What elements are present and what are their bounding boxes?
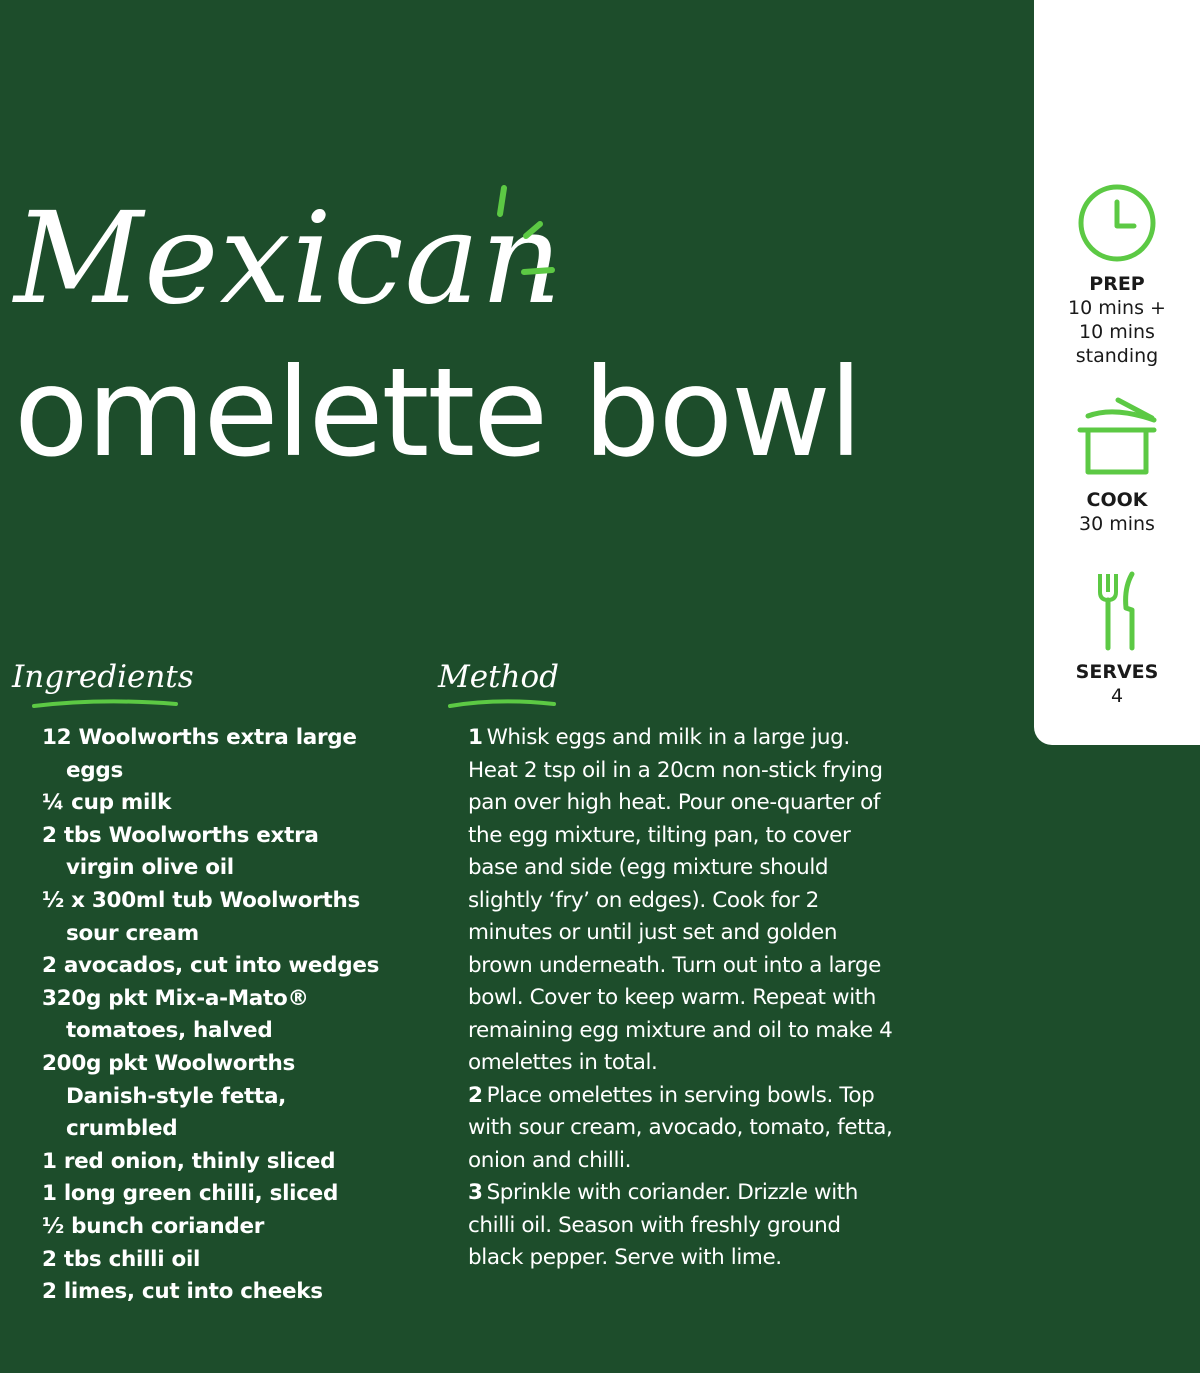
ingredient-item: ½ x 300ml tub Woolworths sour cream	[42, 887, 360, 946]
ingredient-item: 200g pkt Woolworths Danish-style fetta, crumbled	[42, 1050, 295, 1142]
ingredients-heading-text: Ingredients	[12, 659, 194, 695]
underline-swoosh	[12, 696, 182, 710]
prep-value: 10 mins + 10 mins standing	[1068, 297, 1166, 367]
serves-label: SERVES	[1075, 661, 1159, 683]
ingredient-item: 2 tbs Woolworths extra virgin olive oil	[42, 822, 319, 881]
method-step	[468, 1080, 898, 1178]
step-number: 1	[468, 725, 483, 750]
method-heading	[438, 659, 560, 695]
method-steps	[468, 722, 898, 1275]
prep-time	[1034, 272, 1200, 368]
step-text: Place omelettes in serving bowls. Top with sour cream, avocado, tomato, fetta, onion and chilli.	[468, 1082, 893, 1173]
method-step	[468, 722, 898, 1080]
method-heading-text: Method	[438, 659, 560, 695]
title-line-1: Mexican	[14, 185, 563, 332]
cook-value: 30 mins	[1079, 513, 1155, 535]
ingredient-item: ¼ cup milk	[42, 790, 172, 816]
ingredient-item: 2 avocados, cut into wedges	[42, 953, 380, 979]
cook-label: COOK	[1086, 489, 1148, 511]
cook-time	[1034, 488, 1200, 536]
sparkle-decoration	[480, 180, 560, 290]
serves-value: 4	[1110, 685, 1124, 707]
recipe-info-card	[1034, 0, 1200, 745]
clock-icon	[1034, 182, 1200, 264]
ingredient-item: 12 Woolworths extra large eggs	[42, 725, 357, 783]
ingredients-heading	[12, 659, 194, 695]
step-number: 2	[468, 1082, 483, 1108]
underline-swoosh	[438, 696, 568, 710]
pot-icon	[1034, 396, 1200, 478]
ingredient-item: 2 limes, cut into cheeks	[42, 1279, 323, 1305]
ingredients-list	[42, 722, 382, 1309]
prep-label: PREP	[1089, 273, 1145, 295]
ingredient-item: 320g pkt Mix-a-Mato® tomatoes, halved	[42, 985, 309, 1044]
method-step	[468, 1177, 898, 1275]
cutlery-icon	[1034, 568, 1200, 652]
step-text: Whisk eggs and milk in a large jug. Heat 2 tsp oil in a 20cm non-stick frying pan over high heat. Pour one-quarter of the egg mixture, tilting pan, to cover base and side (egg mixture should slightly ‘fry’ on edges). Cook for 2 minutes or until just set and golden brown underneath. Turn out into a large bowl. Cover to keep warm. Repeat with remaining egg mixture and oil to make 4 omelettes in total.	[468, 725, 893, 1075]
ingredient-item: 1 long green chilli, sliced	[42, 1181, 339, 1207]
ingredient-item: ½ bunch coriander	[42, 1213, 265, 1239]
title-line-2: omelette bowl	[14, 342, 861, 484]
step-text: Sprinkle with coriander. Drizzle with chilli oil. Season with freshly ground black pepper. Serve with lime.	[468, 1180, 859, 1270]
step-number: 3	[468, 1180, 483, 1205]
serves	[1034, 660, 1200, 708]
ingredient-item: 2 tbs chilli oil	[42, 1246, 201, 1272]
ingredient-item: 1 red onion, thinly sliced	[42, 1148, 336, 1174]
